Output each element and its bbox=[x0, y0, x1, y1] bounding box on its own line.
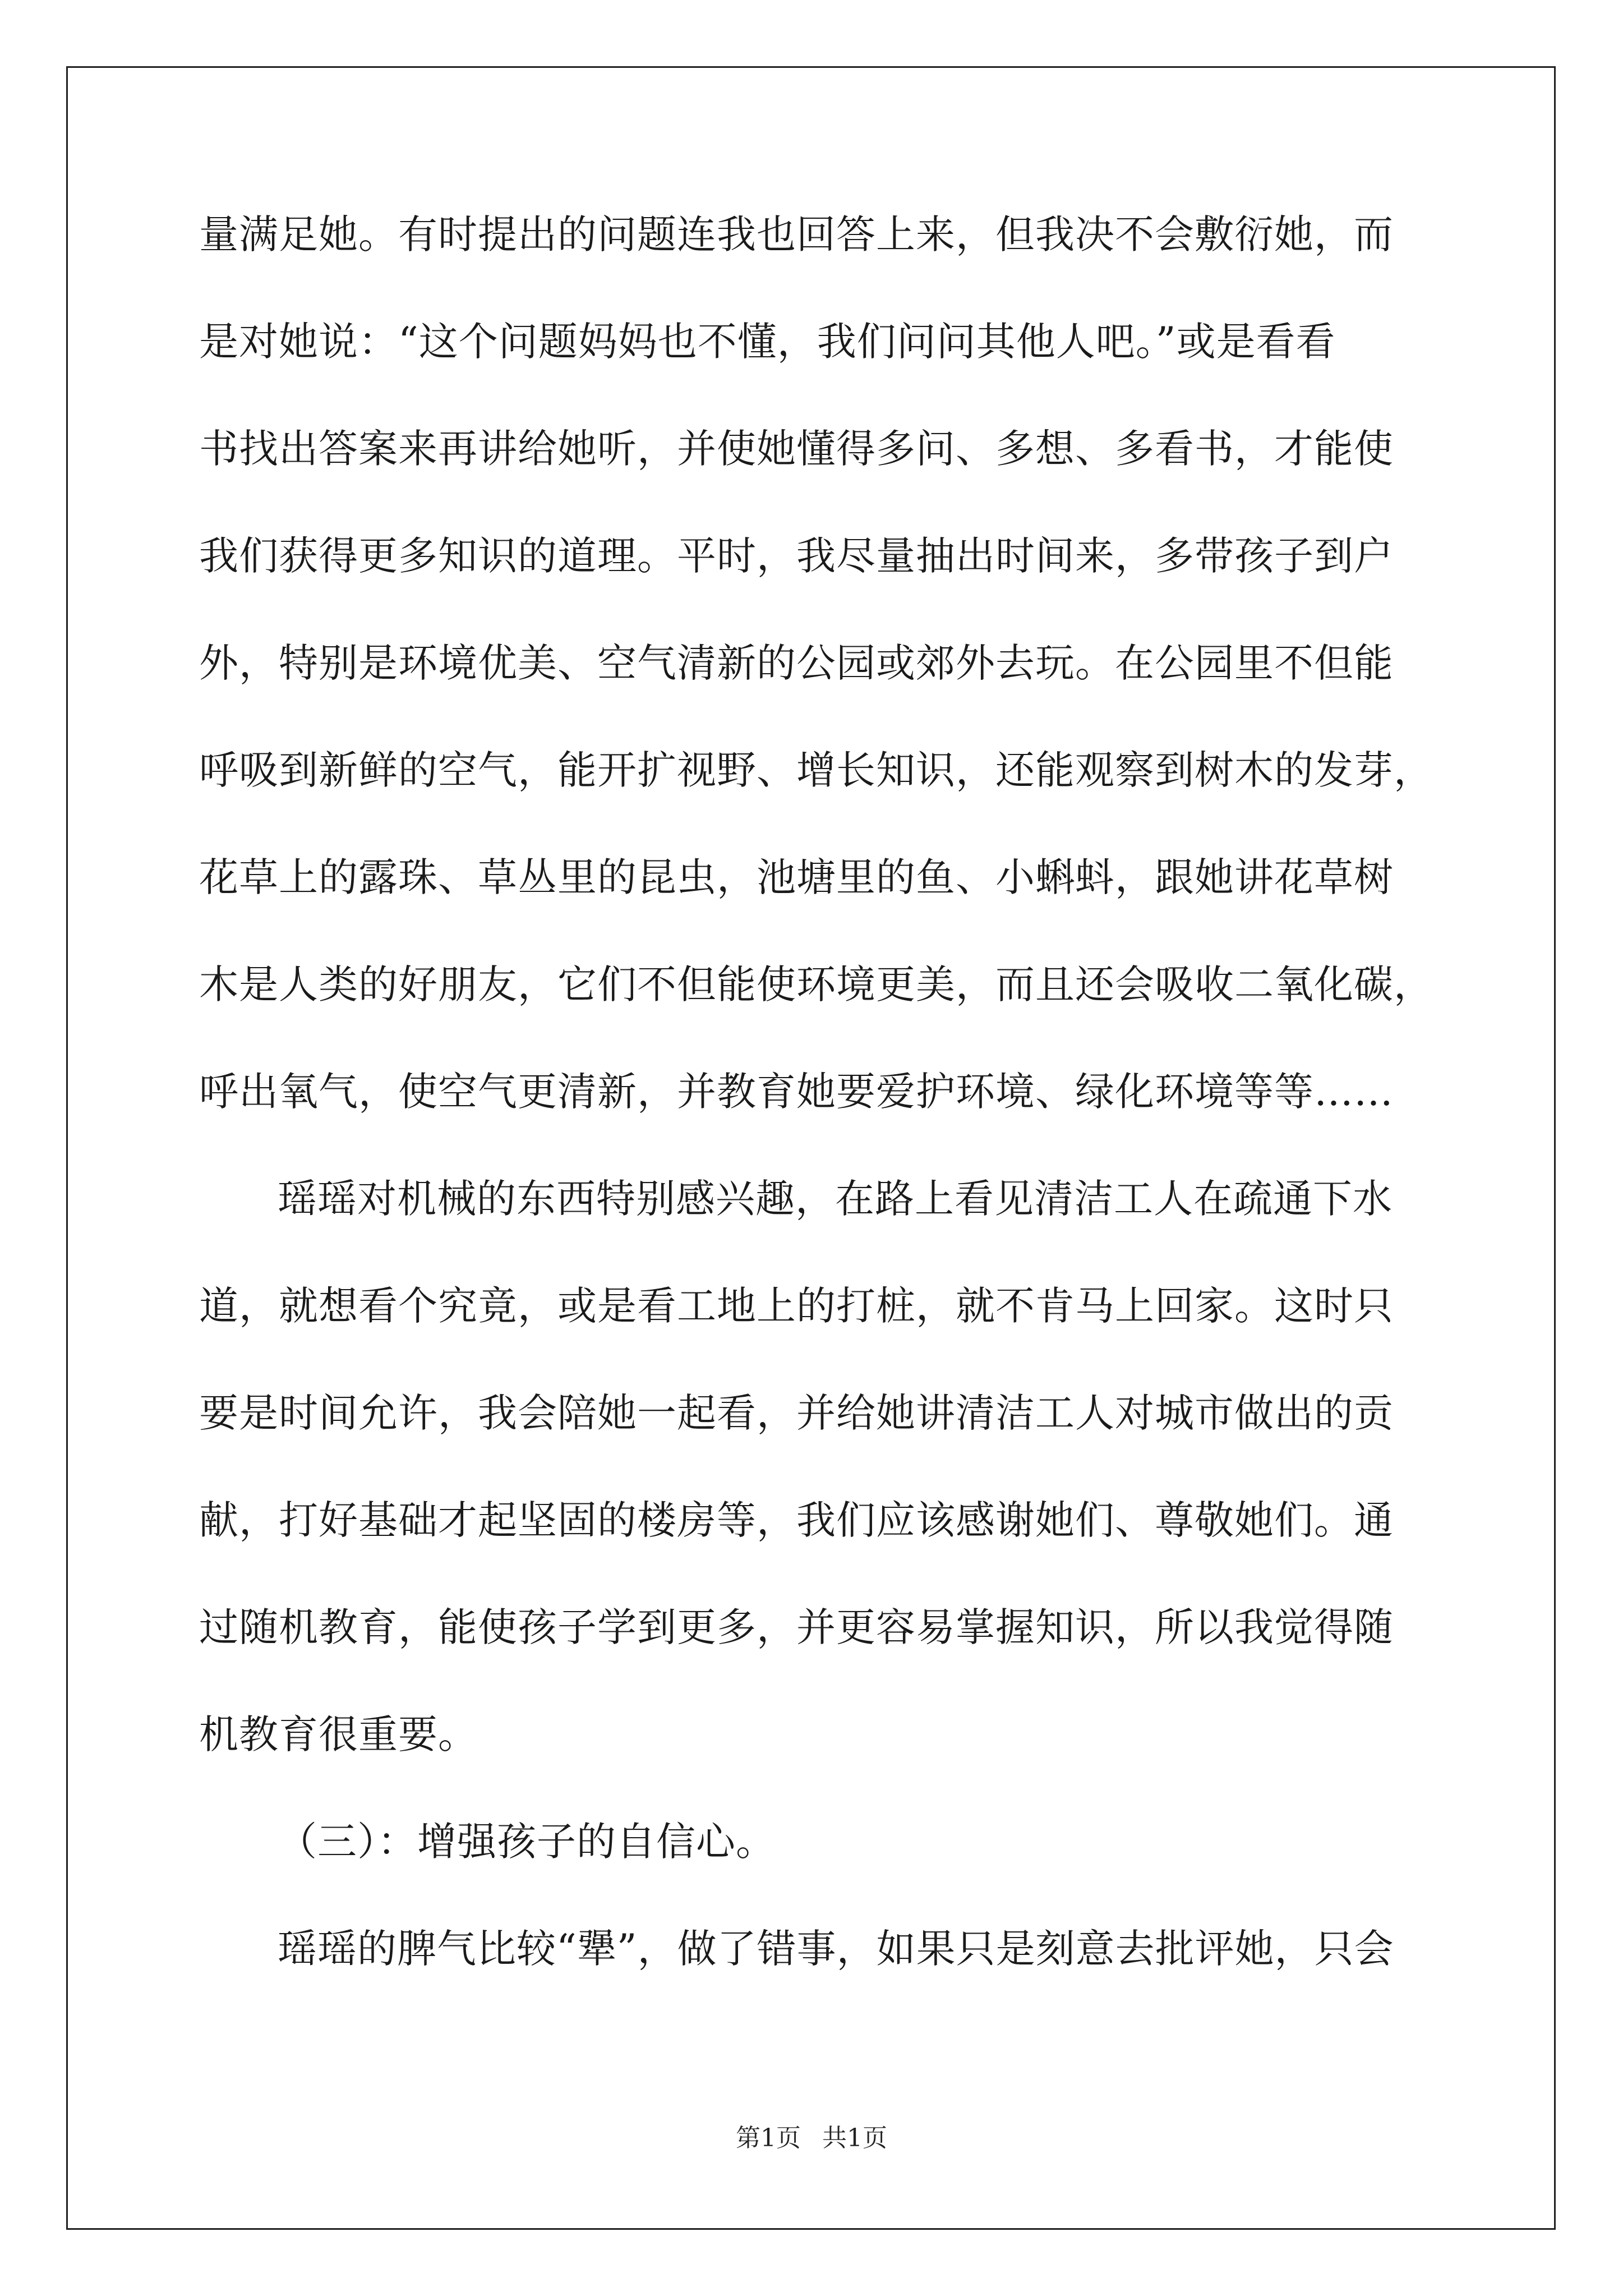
text-line: 机教育很重要。 bbox=[199, 1711, 478, 1757]
paragraph-first-line: 瑶瑶的脾气比较“犟”，做了错事，如果只是刻意去批评她，只会 bbox=[278, 1926, 1394, 1972]
text-line: 我们获得更多知识的道理。平时，我尽量抽出时间来，多带孩子到户 bbox=[199, 533, 1394, 579]
page-border bbox=[66, 66, 1556, 2230]
text-line: 木是人类的好朋友，它们不但能使环境更美，而且还会吸收二氧化碳， bbox=[199, 961, 1433, 1007]
page-total: 共1页 bbox=[822, 2124, 887, 2152]
page-footer bbox=[0, 2122, 1623, 2155]
paragraph-first-line: 瑶瑶对机械的东西特别感兴趣，在路上看见清洁工人在疏通下水 bbox=[278, 1176, 1393, 1222]
text-line: 是对她说：“这个问题妈妈也不懂，我们问问其他人吧。”或是看看 bbox=[199, 319, 1336, 365]
text-line: 过随机教育，能使孩子学到更多，并更容易掌握知识，所以我觉得随 bbox=[199, 1604, 1394, 1650]
text-line: 呼出氧气，使空气更清新，并教育她要爱护环境、绿化环境等等…… bbox=[199, 1069, 1394, 1115]
text-line: 花草上的露珠、草丛里的昆虫，池塘里的鱼、小蝌蚪，跟她讲花草树 bbox=[199, 854, 1394, 900]
text-line: 书找出答案来再讲给她听，并使她懂得多问、多想、多看书，才能使 bbox=[199, 426, 1394, 472]
page-number: 第1页 bbox=[736, 2124, 801, 2152]
text-line: 外，特别是环境优美、空气清新的公园或郊外去玩。在公园里不但能 bbox=[199, 640, 1394, 686]
section-heading: （三）：增强孩子的自信心。 bbox=[278, 1819, 776, 1865]
text-line: 献，打好基础才起坚固的楼房等，我们应该感谢她们、尊敬她们。通 bbox=[199, 1497, 1394, 1543]
text-line: 要是时间允许，我会陪她一起看，并给她讲清洁工人对城市做出的贡 bbox=[199, 1390, 1394, 1436]
text-line: 呼吸到新鲜的空气，能开扩视野、增长知识，还能观察到树木的发芽， bbox=[199, 747, 1433, 793]
text-line: 量满足她。有时提出的问题连我也回答上来，但我决不会敷衍她，而 bbox=[199, 211, 1394, 257]
text-line: 道，就想看个究竟，或是看工地上的打桩，就不肯马上回家。这时只 bbox=[199, 1283, 1394, 1329]
